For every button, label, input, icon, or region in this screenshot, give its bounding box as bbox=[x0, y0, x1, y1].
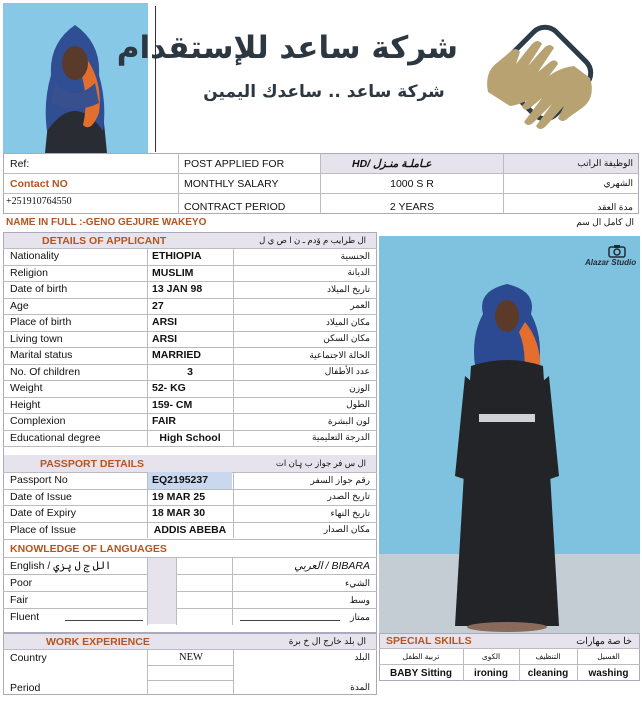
applicant-field-label: Height bbox=[10, 398, 41, 411]
photo-watermark: Alazar Studio bbox=[585, 258, 637, 267]
skill-item: washing bbox=[588, 667, 629, 679]
passport-field-label: Date of Expiry bbox=[10, 507, 76, 520]
languages-section-title: KNOWLEDGE OF LANGUAGES bbox=[10, 542, 167, 555]
passport-field-label-ar: مكان الصدار bbox=[323, 524, 370, 535]
passport-field-value: EQ2195237 bbox=[148, 472, 232, 489]
applicant-full-photo bbox=[379, 236, 640, 634]
applicant-section-title-ar: ال طرايب م ۆدم ـ ن ا ص ي ل bbox=[259, 235, 366, 245]
passport-field-value: 18 MAR 30 bbox=[152, 507, 206, 520]
skill-label-ar: التنظيف bbox=[535, 652, 561, 661]
contact-label: Contact NO bbox=[10, 177, 68, 190]
passport-field-value: 19 MAR 25 bbox=[152, 490, 206, 503]
salary-label-ar: الشهري bbox=[603, 178, 633, 188]
lang-fair: Fair bbox=[10, 594, 29, 606]
applicant-field-value: 159- CM bbox=[152, 398, 193, 411]
work-country-value: NEW bbox=[179, 652, 203, 663]
applicant-field-label: Age bbox=[10, 299, 29, 312]
contract-value: 2 YEARS bbox=[389, 201, 435, 213]
skills-section-title: SPECIAL SKILLS bbox=[386, 635, 472, 647]
applicant-field-value: MUSLIM bbox=[152, 266, 194, 279]
lang-arabic: BIBARA / العربي bbox=[294, 560, 370, 572]
grid-line bbox=[147, 248, 148, 446]
ref-label: Ref: bbox=[10, 157, 30, 170]
applicant-field-value: 52- KG bbox=[152, 382, 186, 395]
passport-section-title: PASSPORT DETAILS bbox=[40, 457, 145, 470]
work-period-ar: المدة bbox=[350, 682, 370, 692]
passport-field-label-ar: تاريخ الصدر bbox=[327, 491, 370, 502]
skill-item: ironing bbox=[474, 667, 508, 679]
applicant-field-label: Nationality bbox=[10, 250, 60, 263]
lang-fluent-ar: ممتاز bbox=[350, 611, 370, 622]
full-name-label-ar: ال كامل ال سم bbox=[576, 216, 634, 227]
skill-label-ar: الغسيل bbox=[597, 652, 620, 661]
applicant-field-label: Educational degree bbox=[10, 431, 101, 444]
passport-field-value: ADDIS ABEBA bbox=[153, 523, 227, 536]
phone-number: +251910764550 bbox=[6, 195, 72, 207]
applicant-field-value: 27 bbox=[152, 299, 164, 312]
applicant-field-label-ar: الحالة الاجتماعية bbox=[309, 349, 370, 360]
applicant-field-label-ar: الجنسية bbox=[340, 250, 370, 261]
skill-label-ar: الكوى bbox=[481, 652, 501, 661]
applicant-field-label-ar: الديانة bbox=[347, 267, 370, 278]
skills-section-title-ar: خا صة مهارات bbox=[576, 635, 632, 647]
applicant-field-value: 3 bbox=[187, 365, 193, 378]
applicant-field-label-ar: تاريخ الميلاد bbox=[327, 283, 370, 294]
applicant-field-value: FAIR bbox=[152, 415, 176, 428]
applicant-field-label: Living town bbox=[10, 332, 63, 345]
work-country-ar: البلد bbox=[354, 652, 370, 662]
applicant-field-label-ar: مكان الميلاد bbox=[325, 316, 370, 327]
applicant-field-value: ARSI bbox=[152, 332, 178, 345]
applicant-field-label: Date of birth bbox=[10, 283, 68, 296]
work-section-title: WORK EXPERIENCE bbox=[46, 635, 150, 648]
applicant-field-label-ar: الوزن bbox=[349, 382, 370, 393]
lang-english: English / الل ج ل ۑزي bbox=[10, 560, 112, 572]
applicant-section-title: DETAILS OF APPLICANT bbox=[42, 234, 167, 247]
passport-field-label: Passport No bbox=[10, 474, 68, 487]
applicant-field-value: ARSI bbox=[152, 316, 178, 329]
applicant-field-label: Weight bbox=[10, 382, 43, 395]
skill-item: BABY Sitting bbox=[389, 667, 453, 679]
applicant-field-label-ar: الطول bbox=[346, 399, 370, 410]
post-value: HD/ عـاملـة منـزل bbox=[352, 157, 432, 170]
applicant-field-label: No. Of children bbox=[10, 365, 81, 378]
grid-line bbox=[233, 472, 234, 538]
applicant-field-value: High School bbox=[159, 431, 221, 444]
company-logo bbox=[470, 22, 610, 147]
applicant-field-label-ar: الدرجة التعليمية bbox=[312, 432, 370, 443]
header-divider bbox=[155, 6, 156, 152]
applicant-headshot bbox=[3, 3, 148, 153]
work-country-label: Country bbox=[10, 651, 47, 664]
passport-field-label-ar: رقم جواز السفر bbox=[310, 474, 370, 485]
passport-field-label: Place of Issue bbox=[10, 523, 76, 536]
applicant-field-label-ar: عدد الأطفال bbox=[324, 366, 370, 377]
full-name: NAME IN FULL :-GENO GEJURE WAKEYO bbox=[6, 216, 207, 228]
applicant-field-label-ar: العمر bbox=[350, 300, 370, 311]
passport-section-title-ar: ال س فر جواز ب ۑان ات bbox=[275, 458, 366, 468]
post-label: POST APPLIED FOR bbox=[184, 157, 285, 170]
salary-label: MONTHLY SALARY bbox=[184, 177, 279, 190]
skill-item: cleaning bbox=[527, 667, 569, 679]
applicant-field-label-ar: مكان السكن bbox=[323, 333, 370, 344]
lang-fluent: Fluent bbox=[10, 611, 40, 623]
passport-field-label-ar: تاريخ النهاء bbox=[330, 507, 370, 518]
work-period-label: Period bbox=[10, 681, 41, 694]
applicant-field-label: Complexion bbox=[10, 415, 66, 428]
applicant-field-label-ar: لون البشرة bbox=[327, 415, 370, 426]
post-label-ar: الوظيفة الراتب bbox=[577, 158, 633, 168]
lang-poor: Poor bbox=[10, 577, 33, 589]
grid-line bbox=[3, 446, 377, 447]
contract-label-ar: مدة العقد bbox=[597, 201, 633, 212]
company-slogan: شركة ساعد .. ساعدك اليمين bbox=[203, 82, 445, 102]
contract-label: CONTRACT PERIOD bbox=[184, 201, 286, 213]
applicant-field-value: MARRIED bbox=[152, 349, 201, 362]
grid-line bbox=[147, 472, 148, 538]
lang-poor-ar: الشيء bbox=[344, 577, 370, 588]
applicant-field-label: Place of birth bbox=[10, 316, 72, 329]
skill-label-ar: تربية الطفل bbox=[402, 652, 440, 661]
salary-value: 1000 S R bbox=[390, 177, 434, 190]
applicant-field-value: ETHIOPIA bbox=[152, 250, 202, 263]
grid-line bbox=[233, 248, 234, 446]
applicant-field-label: Religion bbox=[10, 266, 48, 279]
applicant-field-label: Marital status bbox=[10, 349, 73, 362]
passport-field-label: Date of Issue bbox=[10, 490, 72, 503]
applicant-field-value: 13 JAN 98 bbox=[152, 283, 203, 296]
company-title: شركة ساعد للإستقدام bbox=[116, 30, 458, 66]
camera-icon bbox=[608, 244, 626, 258]
work-section-title-ar: ال بلد خارج ال خ برة bbox=[288, 636, 366, 646]
lang-fair-ar: وسط bbox=[349, 594, 370, 605]
